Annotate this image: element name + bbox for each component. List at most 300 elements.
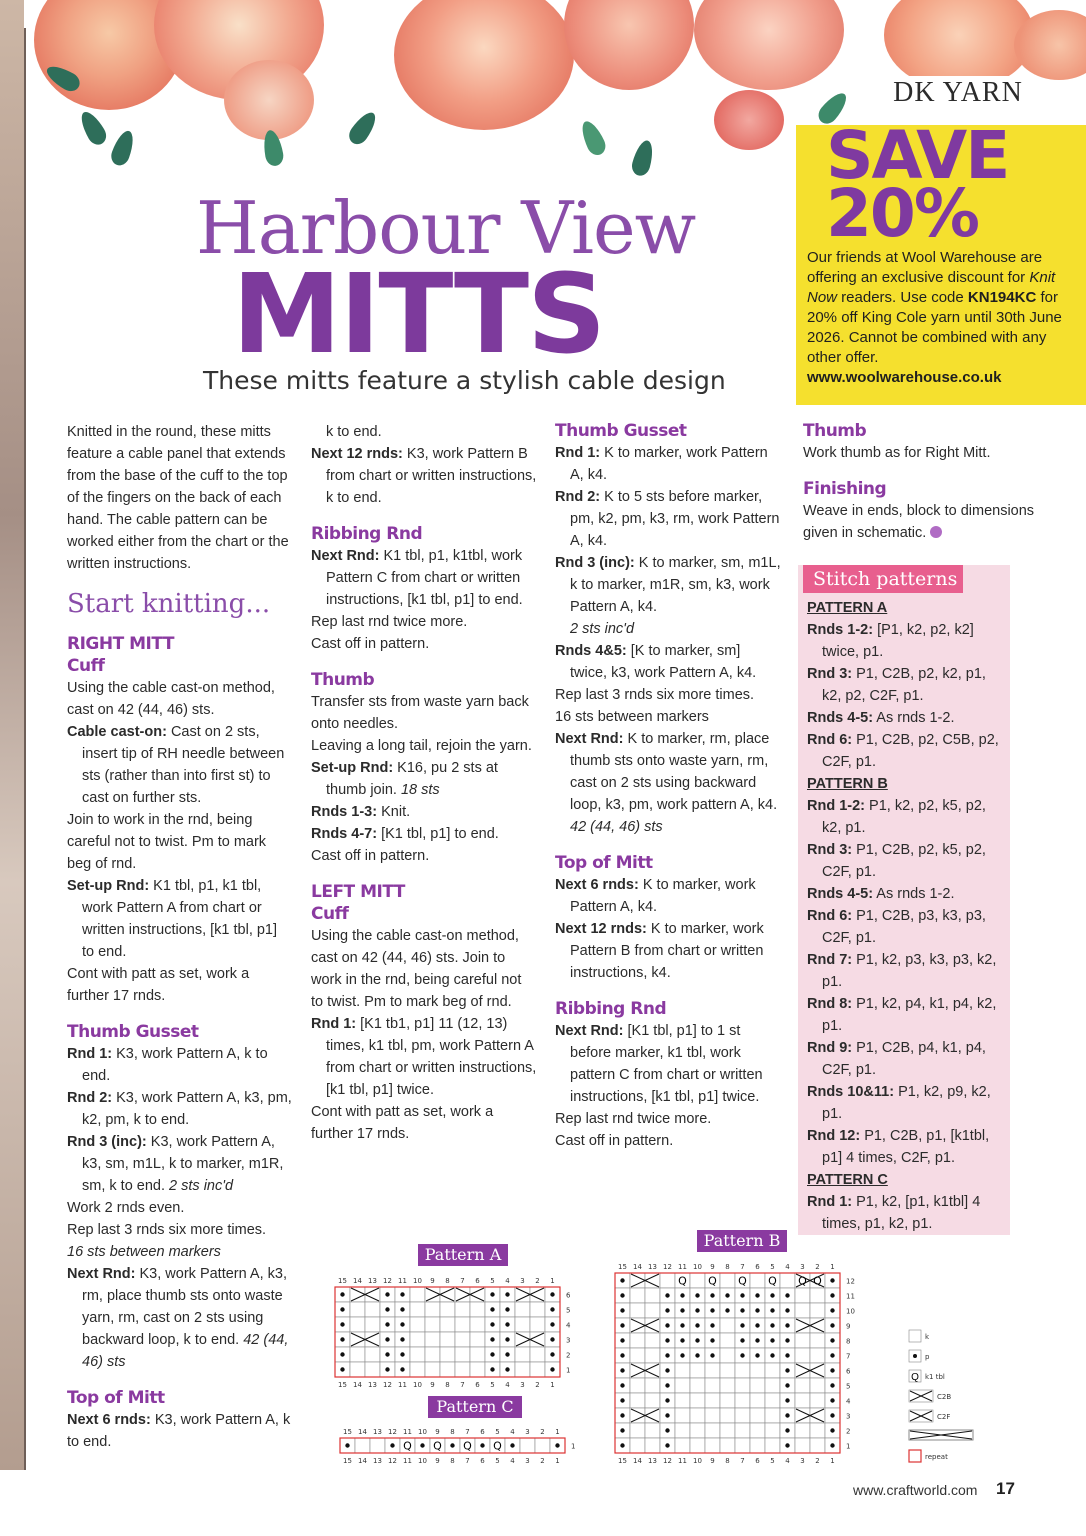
pattern-b-chart-cell (795, 1408, 810, 1423)
pattern-b-chart-cell (705, 1408, 720, 1423)
pattern-b-chart-cell (690, 1393, 705, 1408)
pattern-b-chart-col-number: 2 (815, 1457, 820, 1465)
pattern-b-chart-cell (690, 1438, 705, 1453)
pattern-b-chart-row-number: 1 (846, 1442, 851, 1451)
pattern-b-chart-purl-mark (740, 1353, 744, 1357)
title-script: Harbour View (196, 186, 696, 270)
pattern-b-chart-cell (705, 1378, 720, 1393)
pattern-c-chart-col-number: 2 (540, 1428, 545, 1436)
pattern-b-chart-purl-mark (665, 1428, 669, 1432)
pattern-c-chart-purl-mark (345, 1443, 349, 1447)
pattern-b-chart-col-number: 2 (815, 1263, 820, 1271)
pattern-a-chart-cell (455, 1302, 470, 1317)
pattern-c-label: PATTERN C (807, 1172, 888, 1188)
pattern-b-chart-cell (630, 1318, 645, 1333)
pattern-c-chart-col-number: 5 (495, 1428, 500, 1436)
pattern-b-chart-purl-mark (830, 1293, 834, 1297)
pattern-b-chart-cell (795, 1363, 810, 1378)
pattern-b-row: Rnd 9: P1, C2B, p4, k1, p4, C2F, p1. (807, 1040, 986, 1078)
pattern-b-chart-cell (735, 1393, 750, 1408)
pattern-a-chart-purl-mark (490, 1367, 494, 1371)
pattern-a-chart-cell (530, 1317, 545, 1332)
pattern-b-chart-purl-mark (620, 1278, 624, 1282)
cuff-heading: Cuff (67, 656, 105, 676)
pattern-b-chart-cell (690, 1363, 705, 1378)
pattern-a-chart-purl-mark (490, 1352, 494, 1356)
key-label-p: p (925, 1353, 930, 1361)
pattern-b-chart-purl-mark (830, 1398, 834, 1402)
pattern-b-chart-purl-mark (830, 1338, 834, 1342)
pattern-b-chart-cell (645, 1378, 660, 1393)
pattern-b-chart-cell (690, 1423, 705, 1438)
pattern-a-row: Rnds 1-2: [P1, k2, p2, k2] twice, p1. (807, 622, 974, 660)
pattern-c-chart-purl-mark (420, 1443, 424, 1447)
instruction: Cast off in pattern. (311, 636, 430, 652)
pattern-b-chart-cell (765, 1393, 780, 1408)
promo-url[interactable]: www.woolwarehouse.co.uk (807, 369, 1002, 386)
pattern-b-chart-col-number: 1 (830, 1457, 835, 1465)
instruction: Using the cable cast-on method, cast on 42 (44, 46) sts. (67, 680, 275, 718)
pattern-a-chart-purl-mark (340, 1367, 344, 1371)
pattern-b-chart-row-number: 8 (846, 1337, 851, 1346)
instruction: Join to work in the rnd, being careful not to twist. Pm to mark beg of rnd. (67, 812, 267, 872)
pattern-a-chart-purl-mark (400, 1307, 404, 1311)
pattern-b-chart-col-number: 6 (755, 1457, 760, 1465)
pattern-a-chart-cell (530, 1302, 545, 1317)
pattern-a-chart-cell (470, 1317, 485, 1332)
instruction: 16 sts between markers (555, 709, 709, 725)
pattern-a-chart-purl-mark (490, 1292, 494, 1296)
thumb-gusset-heading: Thumb Gusset (555, 421, 687, 441)
pattern-c-chart-col-number: 2 (540, 1457, 545, 1465)
pattern-a-chart-purl-mark (400, 1322, 404, 1326)
pattern-c-chart-purl-mark (480, 1443, 484, 1447)
instruction: Rnds 4-7: [K1 tbl, p1] to end. (311, 826, 499, 842)
pattern-b-row: Rnd 1-2: P1, k2, p2, k5, p2, k2, p1. (807, 798, 986, 836)
pattern-b-chart-cell (795, 1318, 810, 1333)
pattern-b-chart-purl-mark (710, 1308, 714, 1312)
pattern-a-chart-cell (365, 1332, 380, 1347)
pattern-b-chart-cell (645, 1273, 660, 1288)
instruction: Cast off in pattern. (311, 848, 430, 864)
pattern-a-chart-col-number: 13 (368, 1277, 377, 1285)
instruction: Rnd 1: [K1 tb1, p1] 11 (12, 13) times, k1 tbl, pm, work Pattern A from chart or written instructions, [k1 tbl, p1] twice. (311, 1016, 537, 1098)
save-heading: SAVE 20% (826, 117, 1009, 252)
pattern-b-chart-purl-mark (755, 1293, 759, 1297)
pattern-a-chart-row-number: 2 (566, 1351, 571, 1360)
pattern-a-chart-purl-mark (385, 1337, 389, 1341)
pattern-b-chart-purl-mark (830, 1308, 834, 1312)
pattern-a-chart-purl-mark (505, 1322, 509, 1326)
pattern-a-chart-cell (470, 1302, 485, 1317)
pattern-b-chart-cell (795, 1348, 810, 1363)
pattern-b-chart-purl-mark (620, 1398, 624, 1402)
yarn-weight-label: DK YARN (885, 76, 1031, 110)
key-label-c2b: C2B (937, 1393, 952, 1401)
pattern-c-chart-ktbl-mark: Q (463, 1439, 472, 1453)
pattern-b-chart-row-number: 10 (846, 1307, 855, 1316)
pattern-a-chart-col-number: 9 (430, 1277, 435, 1285)
pattern-a-chart-purl-mark (400, 1352, 404, 1356)
pattern-a-chart-cell (350, 1287, 365, 1302)
pattern-b-chart-row-number: 12 (846, 1277, 855, 1286)
pattern-a-chart-row-number: 4 (566, 1321, 571, 1330)
instruction: Cast off in pattern. (555, 1133, 674, 1149)
pattern-b-chart-purl-mark (680, 1308, 684, 1312)
pattern-b-chart-col-number: 6 (755, 1263, 760, 1271)
pattern-b-chart-purl-mark (620, 1443, 624, 1447)
pattern-b-chart-cell (750, 1273, 765, 1288)
pattern-b-chart-purl-mark (725, 1293, 729, 1297)
pattern-a-chart-cell (530, 1287, 545, 1302)
pattern-b-chart-cell (810, 1423, 825, 1438)
pattern-a-row: Rnd 3: P1, C2B, p2, k2, p1, k2, p2, C2F, p1. (807, 666, 986, 704)
pattern-c-chart-ktbl-mark: Q (493, 1439, 502, 1453)
instruction: Work 2 rnds even. (67, 1200, 185, 1216)
pattern-a-chart-col-number: 8 (445, 1277, 450, 1285)
instruction: Rnds 1-3: Knit. (311, 804, 411, 820)
pattern-a-chart-cell (410, 1302, 425, 1317)
pattern-c-chart-col-number: 10 (418, 1457, 427, 1465)
pattern-a-chart-cell (515, 1302, 530, 1317)
pattern-b-chart-cell (690, 1378, 705, 1393)
pattern-a-chart-purl-mark (385, 1352, 389, 1356)
pattern-b-chart-purl-mark (680, 1353, 684, 1357)
pattern-a-chart-col-number: 1 (550, 1277, 555, 1285)
pattern-b-chart-cell (810, 1318, 825, 1333)
pattern-a-chart-cell (350, 1347, 365, 1362)
pattern-a-chart-col-number: 3 (520, 1381, 525, 1389)
pattern-a-chart-purl-mark (490, 1322, 494, 1326)
pattern-a-chart-cell (455, 1362, 470, 1377)
pattern-b-chart-col-number: 10 (693, 1263, 702, 1271)
instruction: Set-up Rnd: K1 tbl, p1, k1 tbl, work Pattern A from chart or written instructions, [k1 tbl, p1] to end. (67, 878, 278, 960)
pattern-a-chart-cell (515, 1362, 530, 1377)
pattern-a-chart-purl-mark (490, 1307, 494, 1311)
pattern-a-chart-purl-mark (340, 1322, 344, 1326)
pattern-b-chart-col-number: 13 (648, 1263, 657, 1271)
pattern-b-chart-cell (645, 1363, 660, 1378)
pattern-b-chart-cell (720, 1408, 735, 1423)
pattern-a-chart-purl-mark (385, 1322, 389, 1326)
pattern-c-chart-cell (520, 1438, 535, 1453)
pattern-a-chart-col-number: 14 (353, 1381, 362, 1389)
pattern-a-chart-col-number: 5 (490, 1381, 495, 1389)
right-mitt-heading: RIGHT MITT (67, 634, 174, 654)
pattern-b-chart-cell (765, 1408, 780, 1423)
pattern-b-chart-purl-mark (665, 1383, 669, 1387)
pattern-b-chart-col-number: 5 (770, 1263, 775, 1271)
pattern-c-chart-col-number: 9 (435, 1457, 440, 1465)
pattern-a-chart-cell (440, 1332, 455, 1347)
pattern-b-chart-purl-mark (710, 1353, 714, 1357)
pattern-a-chart-purl-mark (340, 1352, 344, 1356)
pattern-b-chart-col-number: 11 (678, 1263, 687, 1271)
pattern-b-chart-purl-mark (740, 1323, 744, 1327)
instruction: Rep last rnd twice more. (311, 614, 468, 630)
pattern-a-chart-cell (530, 1332, 545, 1347)
pattern-c-chart-col-number: 11 (403, 1457, 412, 1465)
pattern-c-chart-cell (355, 1438, 370, 1453)
pattern-a-chart-cell (425, 1317, 440, 1332)
pattern-b-chart-purl-mark (665, 1308, 669, 1312)
pattern-b-chart-purl-mark (740, 1293, 744, 1297)
thumb-heading: Thumb (311, 670, 375, 690)
pattern-c-chart-ktbl-mark: Q (433, 1439, 442, 1453)
pattern-a-chart-cell (440, 1362, 455, 1377)
pattern-b-row: Rnds 4-5: As rnds 1-2. (807, 886, 955, 902)
pattern-b-chart-cell (705, 1393, 720, 1408)
pattern-b-chart-purl-mark (830, 1383, 834, 1387)
pattern-b-chart-purl-mark (830, 1368, 834, 1372)
finishing-text: Weave in ends, block to dimensions given in schematic. (803, 503, 1035, 541)
pattern-b-chart-cell (810, 1378, 825, 1393)
pattern-b-chart-purl-mark (830, 1353, 834, 1357)
pattern-b-chart-col-number: 10 (693, 1457, 702, 1465)
page-number: 17 (996, 1479, 1015, 1498)
pattern-b-chart-purl-mark (695, 1353, 699, 1357)
pattern-a-chart-cell (350, 1302, 365, 1317)
pattern-b-row: Rnds 10&11: P1, k2, p9, k2, p1. (807, 1084, 991, 1122)
pattern-a-chart-col-number: 6 (475, 1381, 480, 1389)
pattern-a-chart-cell (350, 1317, 365, 1332)
ribbing-heading: Ribbing Rnd (311, 524, 423, 544)
pattern-b-chart-purl-mark (620, 1368, 624, 1372)
pattern-c-chart-col-number: 15 (343, 1428, 352, 1436)
pattern-b-chart-purl-mark (770, 1338, 774, 1342)
pattern-b-chart-col-number: 4 (785, 1457, 790, 1465)
pattern-b-label: PATTERN B (807, 776, 888, 792)
pattern-a-chart-cell (440, 1317, 455, 1332)
instruction: Next 6 rnds: K3, work Pattern A, k to end. (67, 1412, 291, 1450)
pattern-b-chart-row-number: 2 (846, 1427, 851, 1436)
pattern-b-chart-cell (750, 1408, 765, 1423)
pattern-a-chart-cell (515, 1287, 530, 1302)
pattern-b-chart-cell (720, 1363, 735, 1378)
pattern-b-chart-purl-mark (680, 1338, 684, 1342)
pattern-b-chart-purl-mark (755, 1338, 759, 1342)
pattern-c-chart-col-number: 13 (373, 1457, 382, 1465)
pattern-b-chart-cell (735, 1363, 750, 1378)
pattern-b-chart-cell (810, 1393, 825, 1408)
pattern-b-chart-row-number: 7 (846, 1352, 851, 1361)
pattern-a-chart-col-number: 4 (505, 1381, 510, 1389)
key-purl-mark (913, 1354, 917, 1358)
key-label-ktbl: k1 tbl (925, 1373, 945, 1381)
pattern-b-chart-purl-mark (620, 1338, 624, 1342)
pattern-b-chart-cell (720, 1423, 735, 1438)
subtitle: These mitts feature a stylish cable design (203, 366, 726, 395)
pattern-b-chart-purl-mark (770, 1308, 774, 1312)
pattern-b-chart-purl-mark (695, 1293, 699, 1297)
save-promo-text: Our friends at Wool Warehouse are offering an exclusive discount for Knit Now readers. Use code KN194KC for 20% off King Cole yarn until 30th June 2026. Cannot be combined with any other offer. www.woolwarehouse.co.uk (807, 249, 1062, 386)
instruction: Rep last 3 rnds six more times. (555, 687, 755, 703)
pattern-b-chart-cell (630, 1348, 645, 1363)
pattern-b-chart-col-number: 3 (800, 1263, 805, 1271)
pattern-a-chart-cell (455, 1347, 470, 1362)
pattern-b-chart-purl-mark (665, 1338, 669, 1342)
pattern-b-chart-cell (675, 1438, 690, 1453)
pattern-a-chart-cell (425, 1362, 440, 1377)
pattern-b-chart-cell (810, 1333, 825, 1348)
pattern-b-chart-col-number: 15 (618, 1457, 627, 1465)
pattern-a-chart-cell (365, 1287, 380, 1302)
pattern-b-chart-cell (645, 1288, 660, 1303)
pattern-b-chart-purl-mark (620, 1323, 624, 1327)
instruction: Leaving a long tail, rejoin the yarn. (311, 738, 532, 754)
pattern-c-chart-cell (370, 1438, 385, 1453)
pattern-b-chart-cell (765, 1378, 780, 1393)
instruction: Next 12 rnds: K3, work Pattern B from chart or written instructions, k to end. (311, 446, 537, 506)
pattern-b-chart-purl-mark (755, 1323, 759, 1327)
pattern-c-chart-col-number: 9 (435, 1428, 440, 1436)
instruction-continued: k to end. (326, 424, 382, 440)
pattern-a-chart-cell (425, 1302, 440, 1317)
pattern-b-chart-col-number: 15 (618, 1263, 627, 1271)
instruction: Rnd 1: K3, work Pattern A, k to end. (67, 1046, 268, 1084)
pattern-a-chart-purl-mark (505, 1292, 509, 1296)
pattern-a-chart-purl-mark (400, 1367, 404, 1371)
pattern-a-chart-cell (410, 1332, 425, 1347)
pattern-b-chart-purl-mark (665, 1293, 669, 1297)
pattern-c-chart-col-number: 11 (403, 1428, 412, 1436)
pattern-a-chart-purl-mark (505, 1337, 509, 1341)
pattern-b-chart-cell (750, 1423, 765, 1438)
pattern-b-chart-cell (810, 1363, 825, 1378)
pattern-a-chart-cell (440, 1287, 455, 1302)
pattern-c-chart-col-number: 1 (555, 1457, 560, 1465)
pattern-c-chart-row-number: 1 (571, 1442, 576, 1451)
pattern-a-chart-cell (470, 1347, 485, 1362)
pattern-b-chart-col-number: 9 (710, 1457, 715, 1465)
pattern-b-chart-purl-mark (725, 1308, 729, 1312)
key-label-c2f: C2F (937, 1413, 951, 1421)
pattern-b-chart-cell (645, 1438, 660, 1453)
pattern-b-chart-purl-mark (710, 1293, 714, 1297)
pattern-c-chart-col-number: 7 (465, 1457, 470, 1465)
pattern-a-chart-purl-mark (550, 1352, 554, 1356)
pattern-a-chart-cell (365, 1347, 380, 1362)
pattern-b-chart-purl-mark (785, 1428, 789, 1432)
top-of-mitt-heading: Top of Mitt (555, 853, 653, 873)
pattern-b-chart-cell (735, 1423, 750, 1438)
pattern-b-chart-label: Pattern B (697, 1230, 787, 1252)
pattern-b-chart-cell (720, 1333, 735, 1348)
pattern-a-chart-purl-mark (550, 1322, 554, 1326)
pattern-b-chart-cell (750, 1363, 765, 1378)
pattern-c-chart-col-number: 3 (525, 1457, 530, 1465)
ribbing-heading: Ribbing Rnd (555, 999, 667, 1019)
instruction: Cont with patt as set, work a further 17 rnds. (311, 1104, 494, 1142)
pattern-c-chart-col-number: 5 (495, 1457, 500, 1465)
pattern-a-chart-purl-mark (385, 1367, 389, 1371)
pattern-a-chart-cell (470, 1362, 485, 1377)
pattern-c-chart-col-number: 1 (555, 1428, 560, 1436)
pattern-b-chart-cell (720, 1273, 735, 1288)
pattern-b-chart-purl-mark (620, 1428, 624, 1432)
instruction: Cont with patt as set, work a further 17 rnds. (67, 966, 250, 1004)
instruction: Next Rnd: K to marker, rm, place thumb sts onto waste yarn, rm, cast on 2 sts using backward loop, k3, pm, work pattern A, k4. 42 (44, 46) sts (555, 731, 778, 835)
pattern-b-chart-cell (810, 1288, 825, 1303)
pattern-b-chart-purl-mark (680, 1293, 684, 1297)
pattern-b-chart-cell (645, 1333, 660, 1348)
pattern-b-chart-col-number: 14 (633, 1263, 642, 1271)
pattern-a-chart-col-number: 1 (550, 1381, 555, 1389)
pattern-a-chart-purl-mark (550, 1367, 554, 1371)
instruction: Rep last rnd twice more. (555, 1111, 712, 1127)
pattern-c-chart-col-number: 3 (525, 1428, 530, 1436)
pattern-b-chart-purl-mark (665, 1368, 669, 1372)
pattern-b-chart-purl-mark (830, 1443, 834, 1447)
pattern-a-chart-cell (350, 1362, 365, 1377)
pattern-b-chart-cell (630, 1393, 645, 1408)
pattern-a-chart-row-number: 5 (566, 1306, 571, 1315)
instruction: Next Rnd: [K1 tbl, p1] to 1 st before marker, k1 tbl, work pattern C from chart or written instructions, [k1 tbl, p1] twice. (555, 1023, 763, 1105)
pattern-b-chart-col-number: 7 (740, 1263, 745, 1271)
pattern-b-chart-col-number: 11 (678, 1457, 687, 1465)
pattern-a-chart-cell (530, 1362, 545, 1377)
pattern-b-chart-purl-mark (830, 1278, 834, 1282)
pattern-b-chart-cell (810, 1438, 825, 1453)
pattern-c-chart-purl-mark (450, 1443, 454, 1447)
pattern-b-chart-purl-mark (665, 1413, 669, 1417)
pattern-b-chart-row-number: 11 (846, 1292, 855, 1301)
instruction: Rnd 2: K3, work Pattern A, k3, pm, k2, pm, k to end. (67, 1090, 292, 1128)
pattern-b-chart-cell (795, 1423, 810, 1438)
pattern-a-chart-cell (410, 1362, 425, 1377)
pattern-b-chart-cell (750, 1438, 765, 1453)
pattern-b-chart-cell (645, 1318, 660, 1333)
pattern-b-chart-col-number: 5 (770, 1457, 775, 1465)
key-ktbl-mark: Q (911, 1372, 919, 1383)
pattern-a-chart-purl-mark (340, 1292, 344, 1296)
pattern-b-chart-cell (735, 1438, 750, 1453)
pattern-b-chart-cell (690, 1273, 705, 1288)
pattern-b-chart-purl-mark (665, 1323, 669, 1327)
cuff-heading: Cuff (311, 904, 349, 924)
pattern-a-chart-row-number: 1 (566, 1366, 571, 1375)
pattern-b-chart-cell (795, 1288, 810, 1303)
pattern-a-row: Rnds 4-5: As rnds 1-2. (807, 710, 955, 726)
pattern-a-chart-cell (515, 1347, 530, 1362)
pattern-b-chart-cell (630, 1423, 645, 1438)
pattern-c-chart-purl-mark (510, 1443, 514, 1447)
pattern-a-chart-cell (365, 1362, 380, 1377)
pattern-b-chart-cell (720, 1438, 735, 1453)
pattern-c-chart-col-number: 7 (465, 1428, 470, 1436)
pattern-a-chart-purl-mark (385, 1307, 389, 1311)
footer-url[interactable]: www.craftworld.com (853, 1482, 978, 1498)
pattern-b-chart-col-number: 3 (800, 1457, 805, 1465)
pattern-a-chart-purl-mark (505, 1352, 509, 1356)
pattern-b-chart-col-number: 7 (740, 1457, 745, 1465)
pattern-b-chart-col-number: 12 (663, 1457, 672, 1465)
pattern-b-chart-purl-mark (785, 1353, 789, 1357)
pattern-a-chart-purl-mark (550, 1292, 554, 1296)
pattern-b-chart-purl-mark (710, 1338, 714, 1342)
pattern-b-chart-purl-mark (620, 1413, 624, 1417)
pattern-b-chart-row-number: 5 (846, 1382, 851, 1391)
pattern-b-chart-purl-mark (665, 1398, 669, 1402)
title-main: MITTS (232, 250, 605, 378)
pattern-a-chart-cell (410, 1317, 425, 1332)
pattern-b-chart-row-number: 6 (846, 1367, 851, 1376)
instruction: Rnd 3 (inc): K3, work Pattern A, k3, sm, m1L, k to marker, m1R, sm, k to end. 2 sts inc'd (67, 1134, 284, 1194)
pattern-a-chart-cell (425, 1347, 440, 1362)
pattern-b-chart-purl-mark (830, 1413, 834, 1417)
pattern-c-chart-col-number: 10 (418, 1428, 427, 1436)
pattern-b-chart-cell (645, 1303, 660, 1318)
